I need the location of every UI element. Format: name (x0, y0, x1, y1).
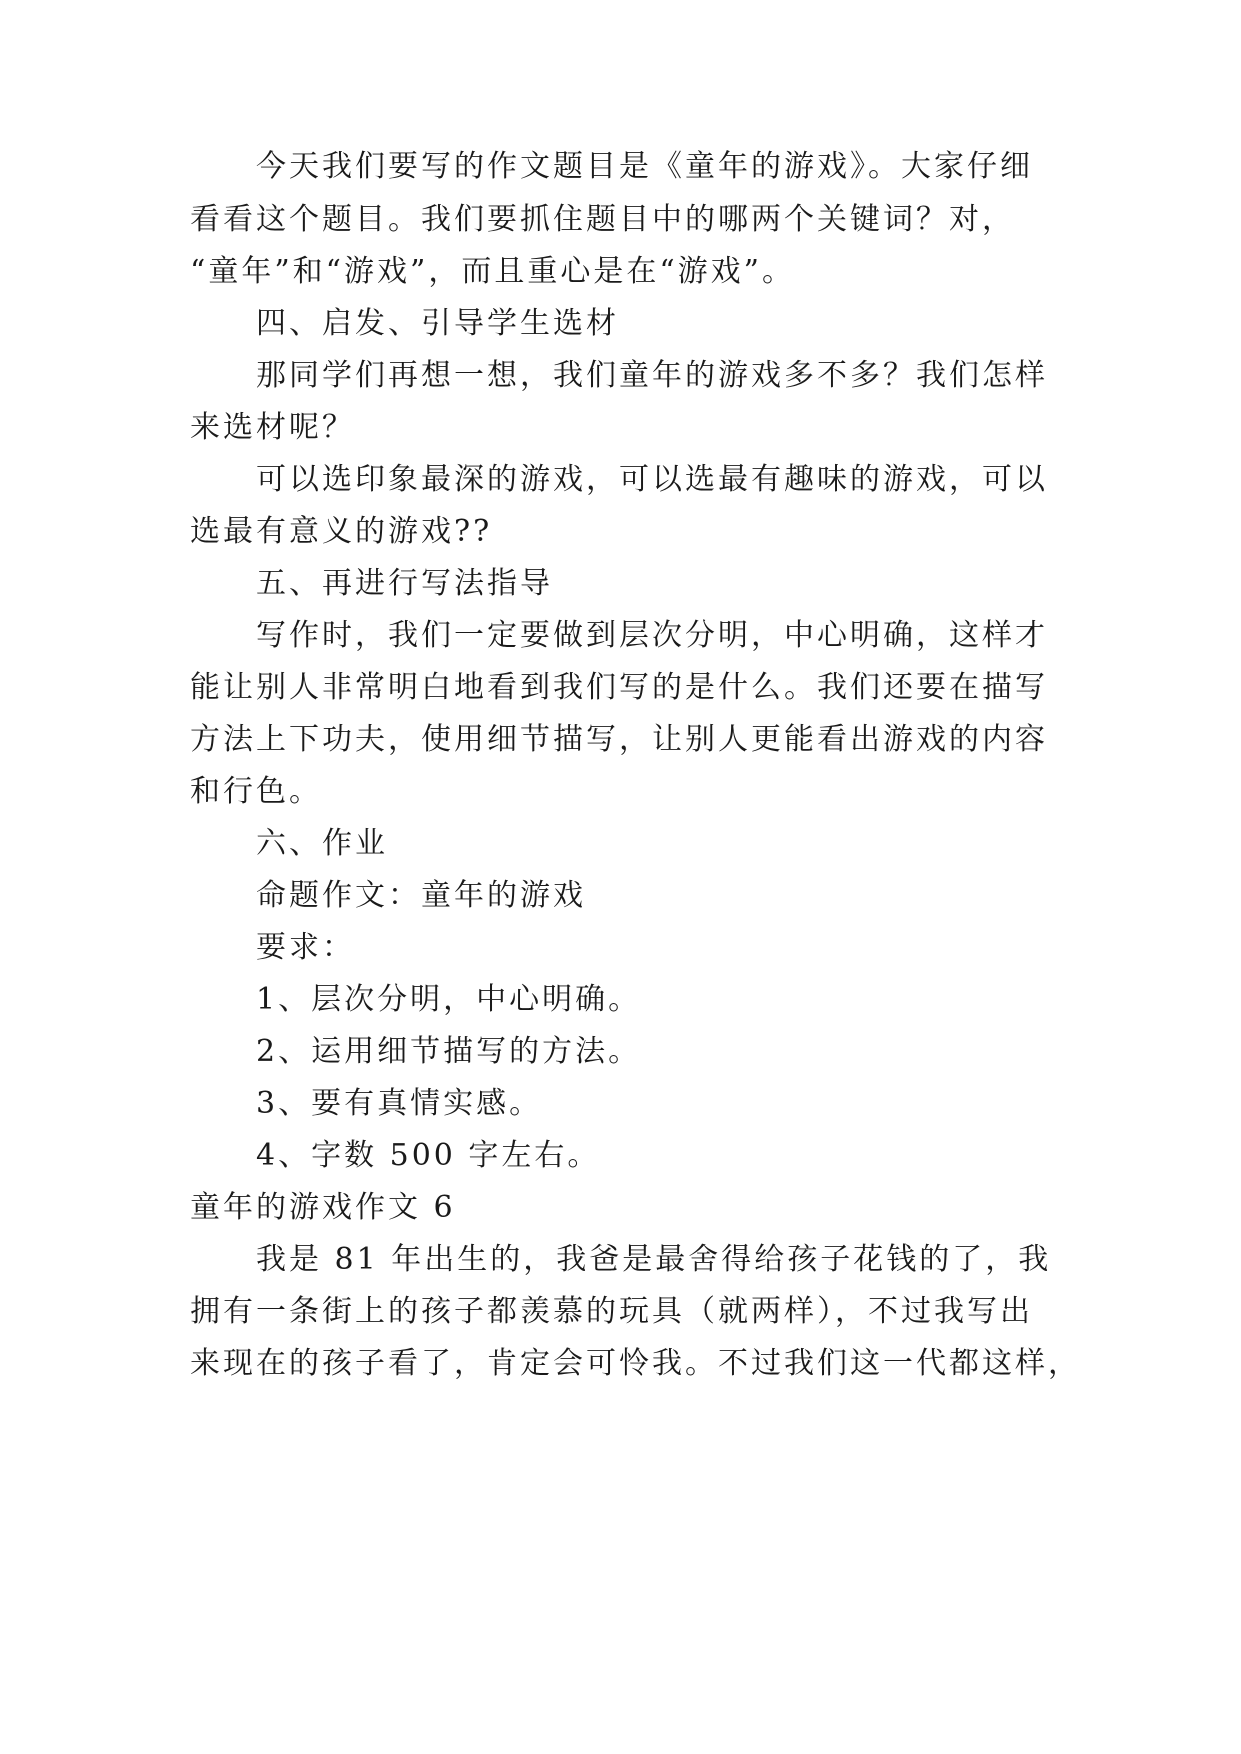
paragraph-line: 和行色。 (190, 774, 322, 809)
paragraph-line: 那同学们再想一想，我们童年的游戏多不多？我们怎样 (256, 358, 1048, 393)
section-heading: 六、作业 (256, 826, 388, 861)
paragraph-line: 拥有一条街上的孩子都羡慕的玩具（就两样），不过我写出 (190, 1294, 1033, 1329)
paragraph-line: 来选材呢？ (190, 410, 355, 445)
paragraph-line: 来现在的孩子看了，肯定会可怜我。不过我们这一代都这样， (190, 1346, 1081, 1381)
paragraph-line: 我是 81 年出生的，我爸是最舍得给孩子花钱的了，我 (256, 1242, 1052, 1277)
paragraph-line: 今天我们要写的作文题目是《童年的游戏》。大家仔细 (256, 149, 1033, 184)
section-heading: 五、再进行写法指导 (256, 566, 553, 601)
paragraph-line: 命题作文：童年的游戏 (256, 878, 586, 913)
paragraph-line: 选最有意义的游戏?? (190, 514, 493, 549)
list-item: 3、要有真情实感。 (256, 1086, 543, 1121)
list-item: 4、字数 500 字左右。 (256, 1138, 601, 1173)
paragraph-line: 要求： (256, 930, 355, 965)
paragraph-line: 看看这个题目。我们要抓住题目中的哪两个关键词？对， (190, 202, 1015, 237)
paragraph-line: 可以选印象最深的游戏，可以选最有趣味的游戏，可以 (256, 462, 1048, 497)
document-page (190, 0, 1081, 1754)
article-title: 童年的游戏作文 6 (190, 1190, 456, 1225)
list-item: 2、运用细节描写的方法。 (256, 1034, 642, 1069)
paragraph-line: 写作时，我们一定要做到层次分明，中心明确，这样才 (256, 618, 1048, 653)
paragraph-line: 能让别人非常明白地看到我们写的是什么。我们还要在描写 (190, 670, 1048, 705)
section-heading: 四、启发、引导学生选材 (256, 306, 619, 341)
paragraph-line: “童年”和“游戏”，而且重心是在“游戏”。 (190, 254, 796, 289)
paragraph-line: 方法上下功夫，使用细节描写，让别人更能看出游戏的内容 (190, 722, 1048, 757)
list-item: 1、层次分明，中心明确。 (256, 982, 642, 1017)
